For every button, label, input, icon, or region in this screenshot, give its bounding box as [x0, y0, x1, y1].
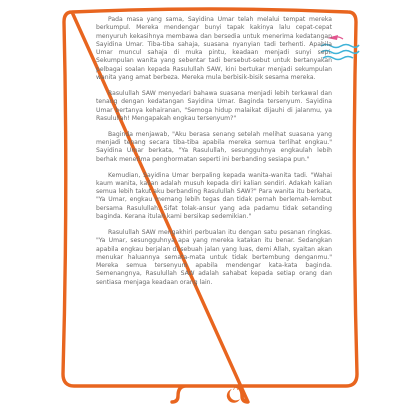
paragraph: Rasulullah SAW mengakhiri perbualan itu dengan satu pesanan ringkas. "Ya Umar, sesungguhnya apa yang mereka katakan itu benar. Sedangkan apabila engkau berjalan di sebuah jalan yang luas, demi Allah, syaitan akan menukar haluannya semata-mata untuk tidak bertembung denganmu." Mereka semua tersenyum apabila mendengar kata-kata baginda. Semenangnya, Rasulullah SAW adalah sahabat kepada setiap orang dan sentiasa menjaga keadaan orang lain. — [96, 228, 332, 286]
paragraph: Pada masa yang sama, Sayidina Umar telah melalui tempat mereka berkumpul. Mereka mendengar bunyi tapak kakinya lalu cepat-cepat menyuruh kekasihnya membawa dan bersedia untuk menerima kedatangan Sayidina Umar. Tiba-tiba sahaja, suasana nyanyian tadi terhenti. Apabila Umar muncul sahaja di muka pintu, keadaan menjadi sunyi sepi. Sekumpulan wanita yang sebentar tadi bersebut-sebut untuk bertanyakan pelbagai soalan kepada Rasulullah SAW, kini bertukar menjadi sekumpulan wanita yang amat berbeza. Mereka mula berbisik-bisik sesama mereka. — [96, 16, 332, 82]
paragraph: Rasulullah SAW menyedari bahawa suasana menjadi lebih terkawal dan tenang dengan kedatangan Sayidina Umar. Baginda tersenyum. Sayidina Umar bertanya kehairanan, "Semoga hidup malaikat dijauhi di jalanmu, ya Rasulullah! Mengapakah engkau tersenyum?" — [96, 89, 332, 122]
page-frame — [52, 4, 368, 405]
paragraph: Kemudian, Sayidina Umar berpaling kepada wanita-wanita tadi. "Wahai kaum wanita, kalian adalah musuh kepada diri kalian sendiri. Adakah kalian semua lebih takut aku berbanding Rasulullah SAW?" Para wanita itu berkata, "Ya Umar, engkau memang lebih tegas dan tidak pernah berlemah-lembut bersama Rasulullah. Sifat tolak-ansur yang ada padamu tidak setanding baginda. Kerana itulah kami bersikap sedemikian." — [96, 171, 332, 221]
page-number: 77 — [232, 385, 240, 392]
article-body — [96, 16, 332, 295]
paragraph: Baginda menjawab, "Aku berasa senang setelah melihat suasana yang menjadi tenang secara tiba-tiba apabila mereka semua terlihat engkau." Sayidina Umar berkata, "Ya Rasulullah, sesungguhnya engkaulah lebih berhak menerima penghormatan seperti ini berbanding sesiapa pun." — [96, 130, 332, 163]
